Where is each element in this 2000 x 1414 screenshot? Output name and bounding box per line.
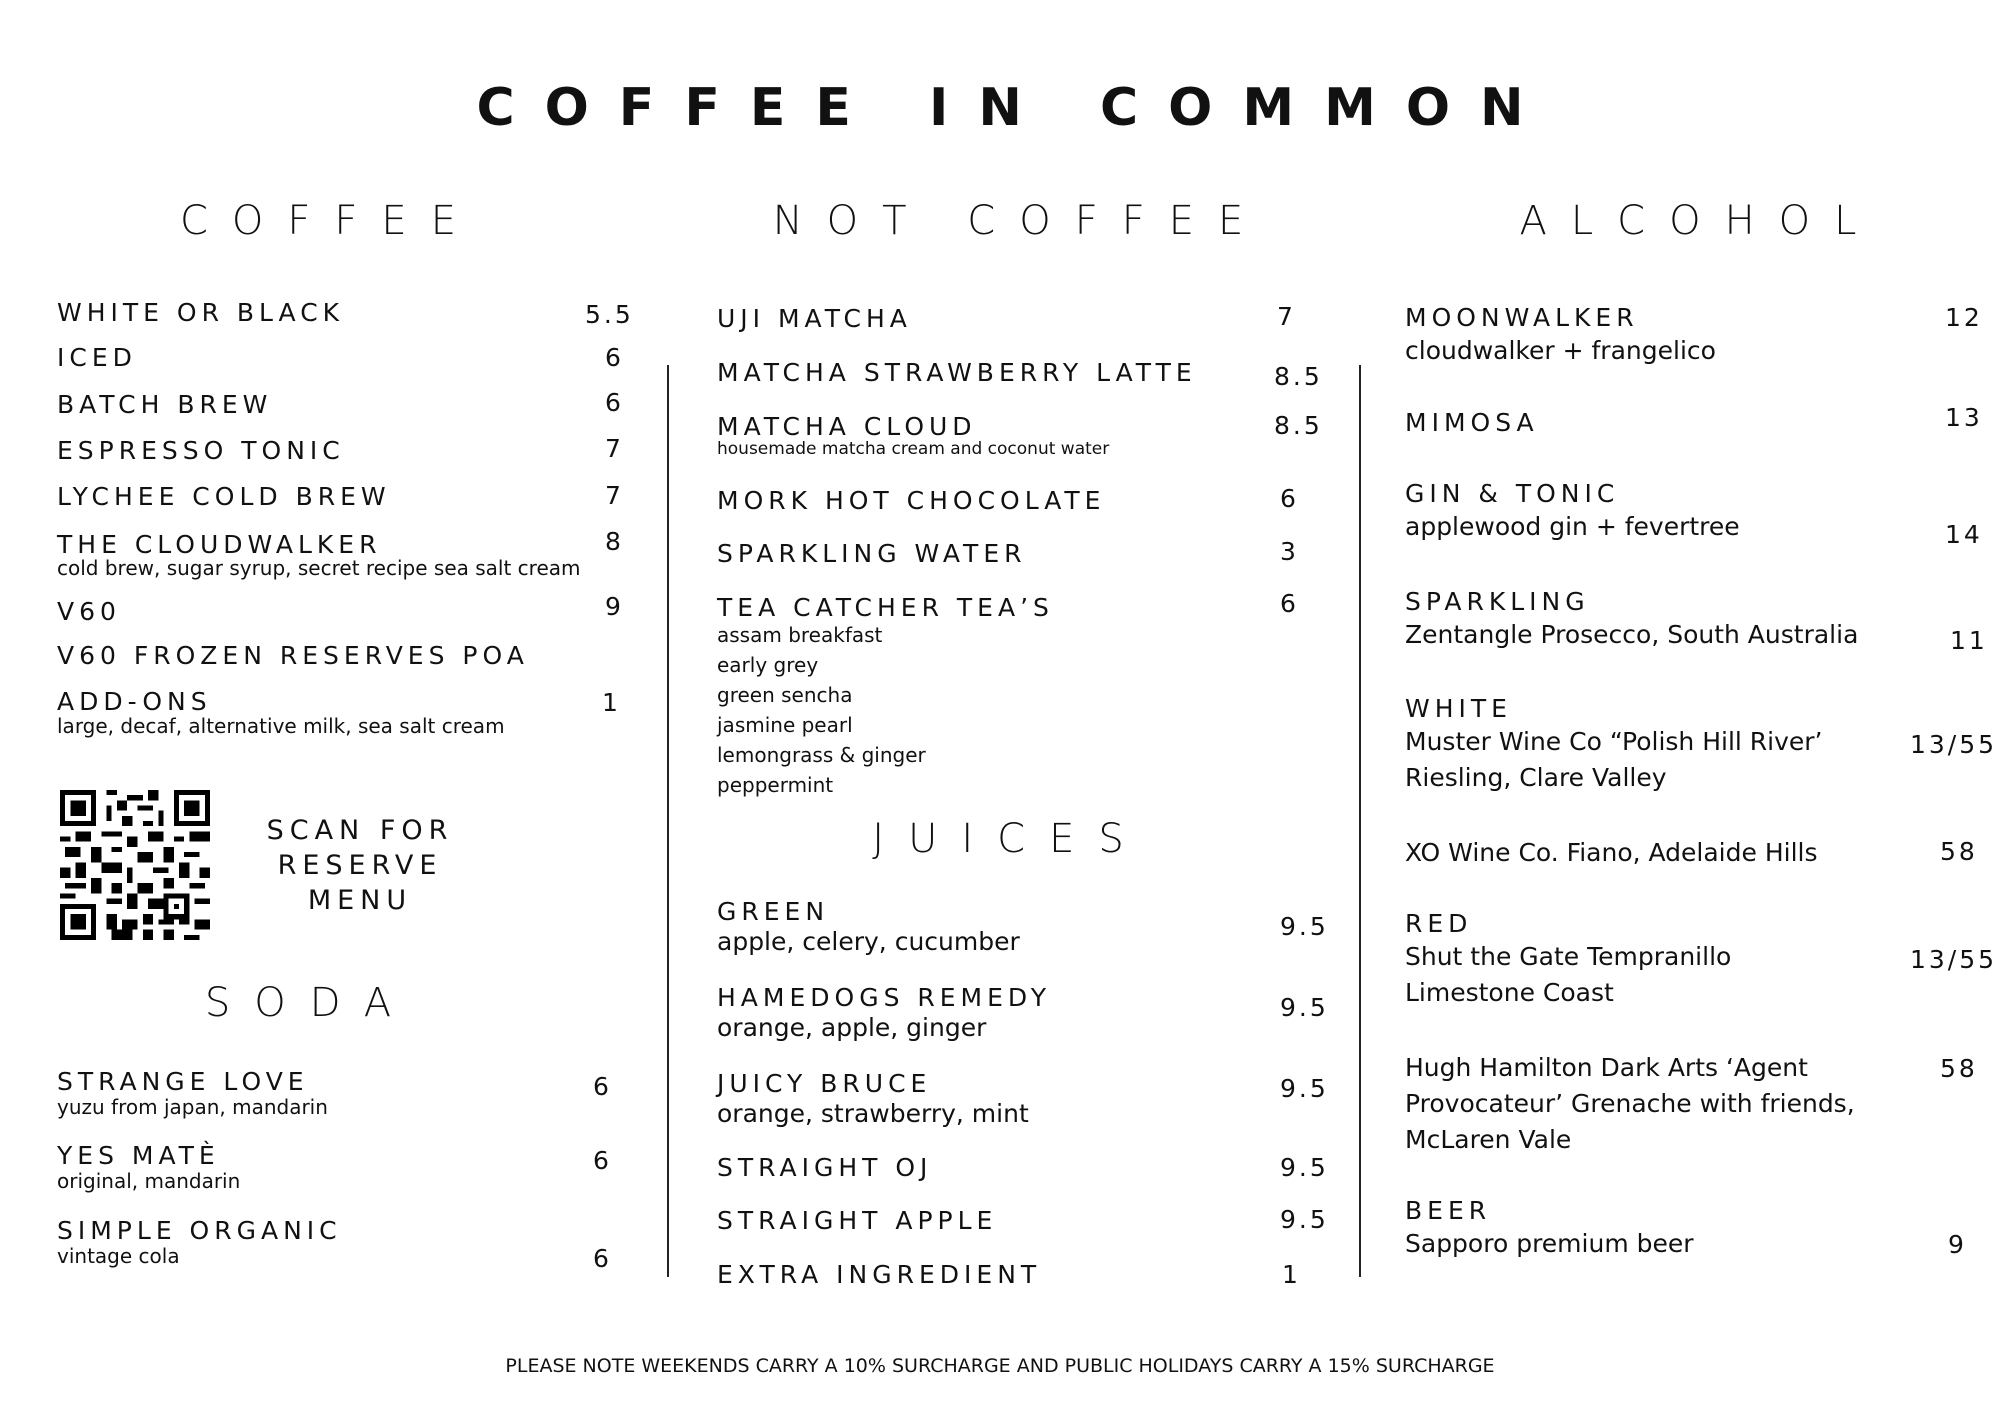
item-price: 12 [1945,303,1983,332]
item-name: GREEN [717,897,830,926]
item-description: applewood gin + fevertree [1405,512,1740,541]
item-name: YES MATÈ [57,1141,220,1170]
menu-item [57,687,505,738]
item-description: Sapporo premium beer [1405,1229,1694,1258]
item-name: WHITE OR BLACK [57,298,345,327]
menu-item [1405,835,1818,871]
item-name: MATCHA STRAWBERRY LATTE [717,358,1197,387]
menu-item [57,597,121,627]
item-price: 6 [605,388,624,417]
item-price: 9.5 [1280,1153,1329,1182]
menu-item [57,436,345,466]
item-price: 7 [605,481,624,510]
item-name: MOONWALKER [1405,303,1639,332]
item-description: orange, strawberry, mint [717,1099,1029,1128]
item-price: 58 [1940,1054,1978,1083]
item-price: 3 [1280,537,1299,566]
menu-item [717,358,1197,388]
item-price: 8 [605,527,624,556]
item-price: 14 [1945,520,1983,549]
item-description: cloudwalker + frangelico [1405,336,1716,365]
item-price: 6 [1280,589,1299,618]
juices-heading: JUICES [872,816,1148,862]
menu-item [717,304,912,334]
item-description: Shut the Gate Tempranillo [1405,942,1732,971]
menu-item [1405,303,1716,369]
item-price: 13/55 [1910,945,1998,974]
item-description: McLaren Vale [1405,1125,1572,1154]
item-price: 9.5 [1280,912,1329,941]
menu-item [57,482,391,512]
item-name: BEER [1405,1196,1492,1225]
item-name: V60 [57,597,121,626]
item-description: Limestone Coast [1405,978,1614,1007]
column-divider [667,365,669,1277]
tea-item: peppermint [717,773,834,797]
menu-item [1405,909,1731,1011]
menu-item [57,298,344,328]
item-name: MATCHA CLOUD [717,412,977,441]
item-name: HAMEDOGS REMEDY [717,983,1052,1012]
scan-reserve-label [255,813,465,918]
not-coffee-heading: NOT COFFEE [772,198,1268,244]
tea-item: early grey [717,653,819,677]
menu-item [717,593,1054,800]
qr-code-icon[interactable] [60,790,210,940]
item-name: GIN & TONIC [1405,479,1620,508]
tea-item: lemongrass & ginger [717,743,926,767]
soda-heading: SODA [204,980,416,1026]
item-description: original, mandarin [57,1169,241,1193]
item-price: 6 [593,1146,612,1175]
item-description: Provocateur’ Grenache with friends, [1405,1089,1855,1118]
item-price: 7 [605,434,624,463]
menu-item [57,1067,328,1119]
item-description: Muster Wine Co “Polish Hill River’ [1405,727,1823,756]
item-price: 9 [605,592,624,621]
item-name: EXTRA INGREDIENT [717,1260,1042,1289]
item-price: 58 [1940,837,1978,866]
item-price: 9.5 [1280,993,1329,1022]
menu-item [717,1069,1029,1129]
item-description: vintage cola [57,1244,180,1268]
item-name: ESPRESSO TONIC [57,436,345,465]
menu-item [717,412,1109,459]
item-price: 5.5 [585,300,634,329]
item-name: SPARKLING [1405,587,1590,616]
item-name: WHITE [1405,694,1512,723]
item-name: BATCH BREW [57,390,273,419]
item-description: housemade matcha cream and coconut water [717,439,1110,459]
item-description: Hugh Hamilton Dark Arts ‘Agent [1405,1053,1808,1082]
item-description: yuzu from japan, mandarin [57,1095,328,1119]
column-divider [1359,365,1361,1277]
item-price: 7 [1277,302,1296,331]
item-price: 9.5 [1280,1074,1329,1103]
item-name: ICED [57,343,137,372]
item-name: STRANGE LOVE [57,1067,309,1096]
menu-item [1405,1050,1855,1158]
item-price: 8.5 [1274,411,1323,440]
item-name: SPARKLING WATER [717,539,1027,568]
item-description: large, decaf, alternative milk, sea salt cream [57,714,505,738]
item-price: 6 [1280,484,1299,513]
surcharge-note: PLEASE NOTE WEEKENDS CARRY A 10% SURCHARGE AND PUBLIC HOLIDAYS CARRY A 15% SURCHARGE [505,1355,1495,1377]
menu-item [57,530,581,580]
menu-item [717,539,1027,569]
item-name: STRAIGHT APPLE [717,1206,998,1235]
scan-line: SCAN FOR [266,815,454,846]
menu-item [717,1260,1041,1290]
scan-line: RESERVE [277,850,443,881]
menu-item [717,897,1020,957]
item-name: ADD-ONS [57,687,212,716]
item-name: SIMPLE ORGANIC [57,1216,342,1245]
tea-item: green sencha [717,683,853,707]
menu-title: COFFEE IN COMMON [476,78,1554,138]
menu-item [1405,587,1858,653]
item-description: cold brew, sugar syrup, secret recipe sea salt cream [57,556,581,580]
item-price: 9.5 [1280,1205,1329,1234]
item-price: 13/55 [1910,730,1998,759]
item-price: 9 [1948,1230,1967,1259]
menu-item [717,1153,932,1183]
menu-item [717,486,1105,516]
tea-list [717,620,1054,800]
item-price: 13 [1945,403,1983,432]
item-name: V60 FROZEN RESERVES POA [57,641,529,670]
item-description: Riesling, Clare Valley [1405,763,1667,792]
item-name: LYCHEE COLD BREW [57,482,391,511]
item-name: THE CLOUDWALKER [57,530,382,559]
coffee-heading: COFFEE [180,198,480,244]
item-price: 1 [602,688,621,717]
alcohol-heading: ALCOHOL [1519,198,1881,244]
menu-item [1405,694,1823,796]
item-price: 1 [1282,1260,1301,1289]
item-price: 11 [1950,626,1988,655]
item-price: 8.5 [1274,362,1323,391]
item-name: MORK HOT CHOCOLATE [717,486,1106,515]
tea-item: assam breakfast [717,623,883,647]
menu-item [717,983,1051,1043]
item-description: Zentangle Prosecco, South Australia [1405,620,1859,649]
scan-line: MENU [307,885,413,916]
item-name: UJI MATCHA [717,304,912,333]
menu-item [57,343,137,373]
menu-item [57,1216,342,1268]
item-name: TEA CATCHER TEA’S [717,593,1054,622]
menu-item [1405,1196,1694,1262]
menu-item [717,1206,997,1236]
item-name: STRAIGHT OJ [717,1153,933,1182]
menu-item [1405,479,1740,545]
item-description: XO Wine Co. Fiano, Adelaide Hills [1405,838,1818,867]
item-price: 6 [593,1072,612,1101]
menu-item [57,1141,240,1193]
tea-item: jasmine pearl [717,713,853,737]
item-description: orange, apple, ginger [717,1013,987,1042]
item-price: 6 [605,343,624,372]
menu-item [1405,408,1539,438]
item-price: 6 [593,1244,612,1273]
item-name: RED [1405,909,1473,938]
item-name: MIMOSA [1405,408,1539,437]
menu-item [57,390,272,420]
item-name: JUICY BRUCE [717,1069,932,1098]
menu-item [57,641,529,671]
item-description: apple, celery, cucumber [717,927,1020,956]
